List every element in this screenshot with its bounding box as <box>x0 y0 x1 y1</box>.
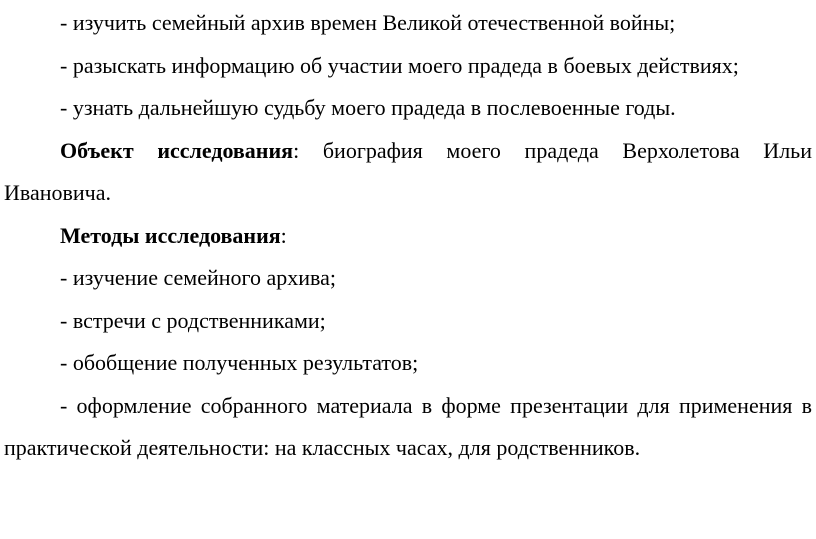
method-item-3: - обобщение полученных результатов; <box>60 350 419 375</box>
research-object-text: : биография моего прадеда Верхолетова Ильи Ивановича. <box>4 137 812 205</box>
research-methods-label: Методы исследования <box>60 222 281 248</box>
method-item-2: - встречи с родственниками; <box>60 307 326 333</box>
research-methods-heading <box>4 215 812 258</box>
task-line-3: - узнать дальнейшую судьбу моего прадеда в послевоенные годы. <box>60 95 676 120</box>
method-item-4: - оформление собранного материала в форме презентации для применения в практической деятельности: на классных часах, для родственников. <box>4 392 812 460</box>
research-object-paragraph <box>4 130 812 215</box>
research-object-label: Объект исследования <box>60 137 294 163</box>
task-line-1: - изучить семейный архив времен Великой отечественной войны; <box>60 10 676 35</box>
method-item-1: - изучение семейного архива; <box>60 265 336 290</box>
task-line-2: - разыскать информацию об участии моего прадеда в боевых действиях; <box>60 52 739 78</box>
research-methods-colon: : <box>280 222 287 248</box>
